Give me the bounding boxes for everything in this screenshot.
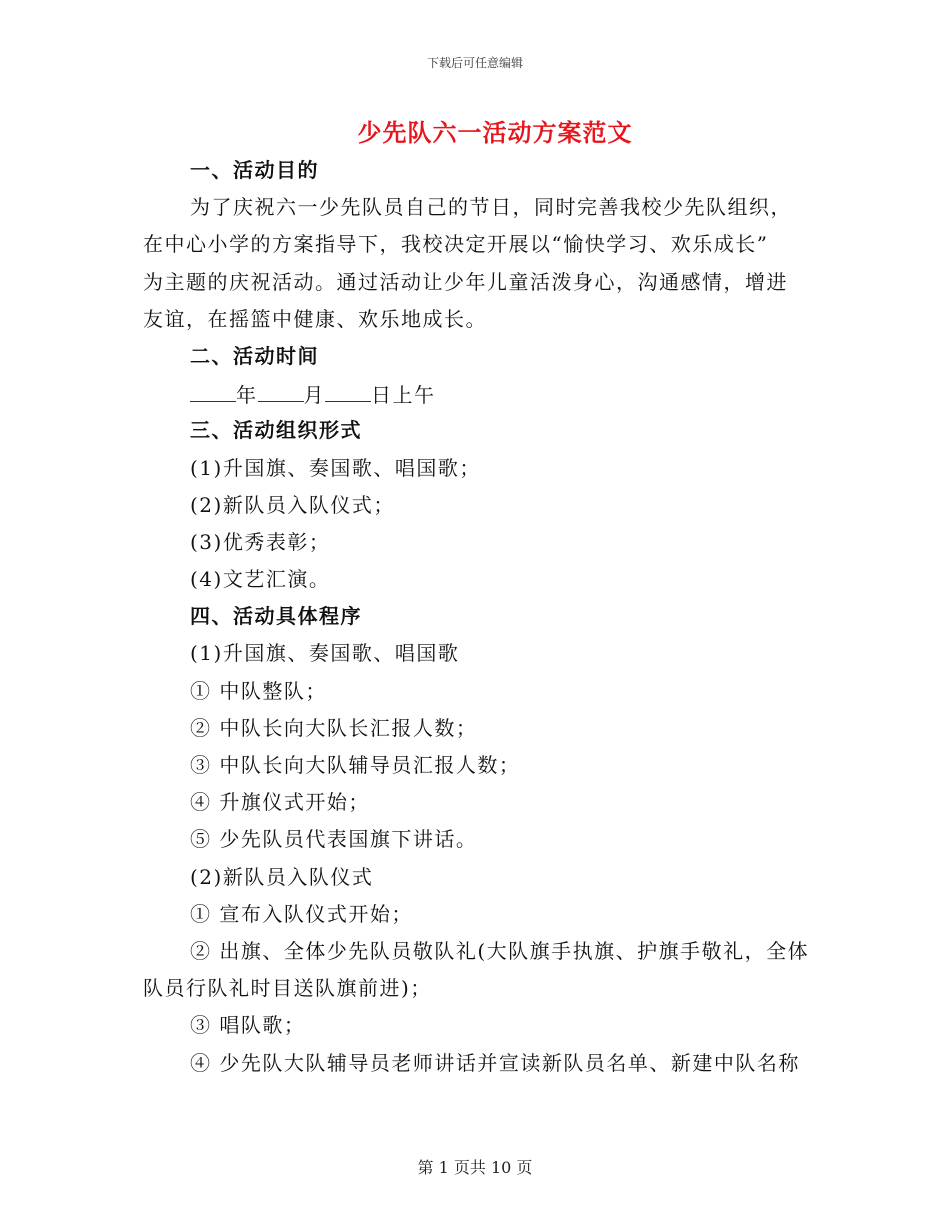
paragraph-line: 友谊，在摇篮中健康、欢乐地成长。: [143, 306, 487, 331]
activity-date-line: [143, 375, 823, 412]
paragraph-line: 为了庆祝六一少先队员自己的节日，同时完善我校少先队组织，: [190, 195, 792, 220]
paragraph-line: 在中心小学的方案指导下，我校决定开展以“愉快学习、欢乐成长”: [143, 232, 769, 257]
section-heading-format: 三、活动组织形式: [190, 418, 362, 443]
list-item: (3)优秀表彰；: [190, 529, 331, 554]
list-item: ⑤ 少先队员代表国旗下讲话。: [190, 827, 478, 852]
header-note: 下载后可任意编辑: [426, 56, 523, 70]
list-item: ③ 中队长向大队辅导员汇报人数；: [190, 753, 521, 777]
list-item: ② 中队长向大队长汇报人数；: [190, 715, 478, 740]
day-blank: [325, 375, 371, 402]
month-blank: [258, 375, 304, 402]
list-item-continuation: 队员行队礼时目送队旗前进)；: [143, 976, 432, 1001]
list-item: ④ 升旗仪式开始；: [190, 790, 370, 815]
page-number: 第 1 页共 10 页: [417, 1158, 533, 1177]
list-item: ④ 少先队大队辅导员老师讲话并宣读新队员名单、新建中队名称: [190, 1050, 800, 1075]
year-blank: [190, 375, 236, 402]
section-heading-purpose: 一、活动目的: [190, 158, 319, 182]
list-item: ② 出旗、全体少先队员敬队礼(大队旗手执旗、护旗手敬礼，全体: [190, 938, 810, 963]
subsection-title: (2)新队员入队仪式: [190, 864, 374, 889]
list-item: ① 中队整队；: [190, 678, 327, 703]
document-title: 少先队六一活动方案范文: [357, 118, 633, 147]
subsection-title: (1)升国旗、奏国歌、唱国歌: [190, 641, 460, 666]
list-item: ① 宣布入队仪式开始；: [190, 901, 413, 926]
month-label: 月: [303, 383, 325, 408]
section-heading-time: 二、活动时间: [190, 343, 319, 368]
section-heading-procedure: 四、活动具体程序: [190, 604, 362, 629]
list-item: ③ 唱队歌；: [190, 1013, 306, 1038]
list-item: (4)文艺汇演。: [190, 567, 331, 592]
list-item: (2)新队员入队仪式；: [190, 492, 395, 517]
year-label: 年: [236, 383, 258, 408]
list-item: (1)升国旗、奏国歌、唱国歌；: [190, 455, 481, 480]
document-body: [143, 152, 823, 1082]
day-time-label: 日上午: [371, 383, 436, 408]
paragraph-line: 为主题的庆祝活动。通过活动让少年儿童活泼身心，沟通感情，增进: [143, 269, 788, 294]
